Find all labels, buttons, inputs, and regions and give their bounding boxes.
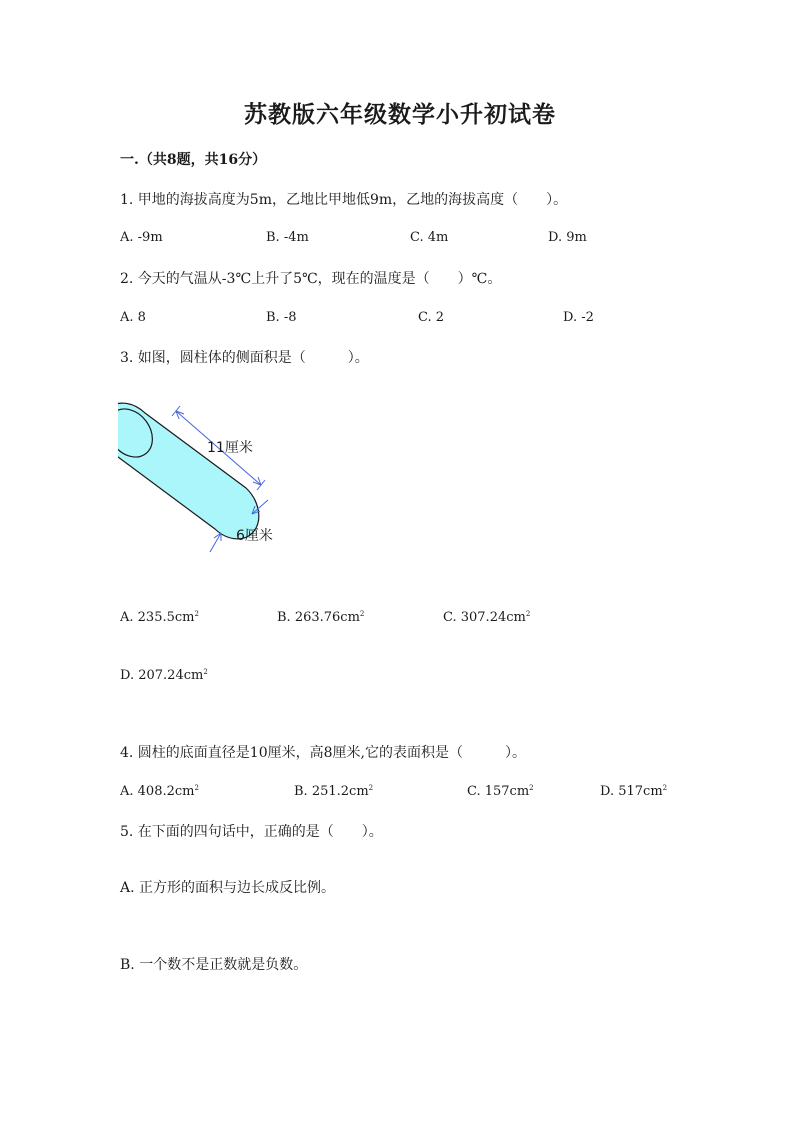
question-1-text: 1. 甲地的海拔高度为5m，乙地比甲地低9m，乙地的海拔高度（ ）。 <box>120 192 568 208</box>
question-2-option-c: C. 2 <box>418 310 445 325</box>
question-1-option-c: C. 4m <box>410 230 449 245</box>
question-5-text: 5. 在下面的四句话中，正确的是（ ）。 <box>120 824 383 840</box>
question-2-option-b: B. -8 <box>266 310 297 325</box>
question-3-option-a: A. $235.5cm^2$ <box>120 610 199 625</box>
question-4-option-b: B. $251.2cm^2$ <box>294 784 374 799</box>
cylinder-figure <box>118 398 298 566</box>
question-5-option-b: B. 一个数不是正数就是负数。 <box>120 957 308 973</box>
diameter-label: 6厘米 <box>236 528 273 544</box>
question-4-text: 4. 圆柱的底面直径是10厘米，高8厘米,它的表面积是（ ）。 <box>120 745 526 761</box>
question-2-option-a: A. 8 <box>120 310 146 325</box>
question-5-option-a: A. 正方形的面积与边长成反比例。 <box>120 880 336 896</box>
question-2-option-d: D. -2 <box>563 310 594 325</box>
question-3-option-d: D. $207.24cm^2$ <box>120 668 208 683</box>
question-4-option-c: C. $157cm^2$ <box>467 784 534 799</box>
question-4-option-d: D. $517cm^2$ <box>600 784 668 799</box>
question-3-option-c: C. $307.24cm^2$ <box>443 610 531 625</box>
section-heading: 一.（共8题，共16分） <box>120 152 267 168</box>
length-label: 11厘米 <box>207 440 253 456</box>
question-1-option-d: D. 9m <box>548 230 587 245</box>
question-2-text: 2. 今天的气温从-3℃上升了5℃，现在的温度是（ ）℃。 <box>120 271 502 287</box>
question-3-text: 3. 如图，圆柱体的侧面积是（ ）。 <box>120 350 369 366</box>
question-1-option-a: A. -9m <box>120 230 163 245</box>
question-3-option-b: B. $263.76cm^2$ <box>277 610 365 625</box>
question-1-option-b: B. -4m <box>266 230 309 245</box>
question-4-option-a: A. $408.2cm^2$ <box>120 784 199 799</box>
page-title: 苏教版六年级数学小升初试卷 <box>244 101 556 128</box>
